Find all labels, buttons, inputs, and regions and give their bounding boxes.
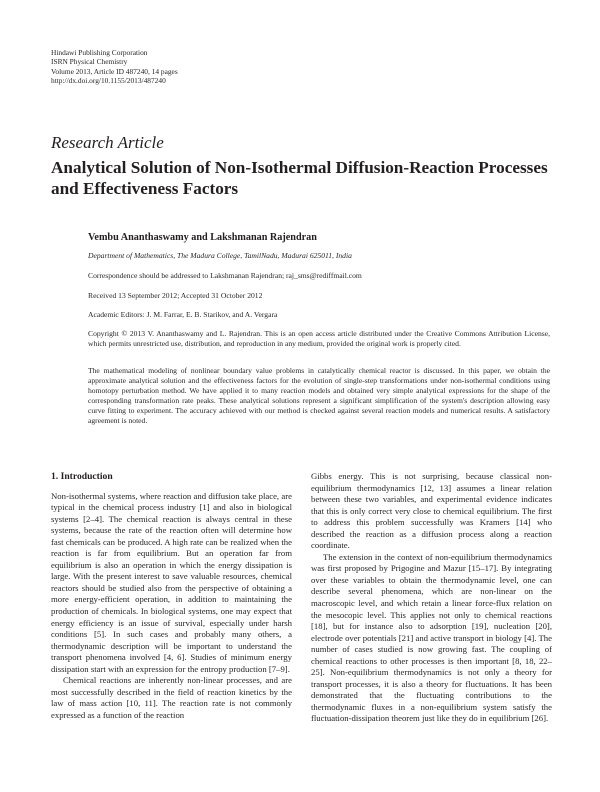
journal-header [51,48,178,86]
journal-name: ISRN Physical Chemistry [51,57,128,67]
doi-link[interactable]: http://dx.doi.org/10.1155/2013/487240 [51,76,166,86]
article-title: Analytical Solution of Non-Isothermal Diffusion-Reaction Processes and Effectiveness Factors [51,158,548,198]
authors: Vembu Ananthaswamy and Lakshmanan Rajendran [88,232,317,243]
affiliation: Department of Mathematics, The Madura College, TamilNadu, Madurai 625011, India [88,251,352,260]
right-column [311,471,552,725]
paragraph: Gibbs energy. This is not surprising, because classical non-equilibrium thermodynamics [12, 13] assumes a linear relation between these two variables, and experimental evidence indicates that this is only correct very close to chemical equilibrium. The first to address this problem successfully was Kramers [14] who described the reaction as a diffusion process along a reaction coordinate. [311,471,552,551]
received-dates: Received 13 September 2012; Accepted 31 October 2012 [88,291,263,300]
article-type: Research Article [51,133,164,152]
abstract: The mathematical modeling of nonlinear boundary value problems in catalytically chemical reactor is discussed. In this paper, we obtain the approximate analytical solution and the effectiveness factors for the evolution of single-step transformations under non-isothermal conditions using homotopy perturbation method. We have applied it to many reaction models and obtained very simple analytical expressions for the shape of the corresponding transformation rate peaks. These analytical solutions represent a significant simplification of the system's description allowing easy curve fitting to experiment. The accuracy achieved with our method is checked against several reaction models and numerical results. A satisfactory agreement is noted. [88,366,550,425]
paragraph: Chemical reactions are inherently non-linear processes, and are most successfully described in the field of reaction kinetics by the law of mass action [10, 11]. The reaction rate is not commonly expressed as a function of the reaction [51,675,292,720]
copyright-notice: Copyright © 2013 V. Ananthaswamy and L. Rajendran. This is an open access article distributed under the Creative Commons Attribution License, which permits unrestricted use, distribution, and reproduction in any medium, provided the original work is properly cited. [88,329,550,348]
publisher-line: Hindawi Publishing Corporation [51,48,148,57]
section-heading: 1. Introduction [51,471,113,482]
paragraph: Non-isothermal systems, where reaction and diffusion take place, are typical in the chemical process industry [1] and also in biological systems [2–4]. The chemical reaction is always central in these systems, because the rate of the reaction often will determine how fast chemicals can be produced. A high rate can be realized when the reaction is far from equilibrium. But an operation far from equilibrium is also an operation in which the energy dissipation is large. With the present interest to save valuable resources, chemical reactors should be studied also from the perspective of obtaining a more energy-efficient operation, in addition to maintaining the production of chemicals. In biological systems, one may expect that energy efficiency is an issue of survival, especially under harsh conditions [5]. In such cases and probably many others, a thermodynamic description will be important to understand the transport phenomena involved [4, 6]. Studies of minimum energy dissipation start with an expression for the entropy production [7–9]. [51,490,292,674]
left-column [51,471,292,721]
academic-editors: Academic Editors: J. M. Farrar, E. B. Starikov, and A. Vergara [88,310,278,319]
correspondence: Correspondence should be addressed to Lakshmanan Rajendran; raj_sms@rediffmail.com [88,271,362,280]
paragraph: The extension in the context of non-equilibrium thermodynamics was first proposed by Prigogine and Mazur [15–17]. By integrating over these variables to obtain the thermodynamic level, one can describe several phenomena, which are non-linear on the macroscopic level, and which retain a linear force-flux relation on the mesocopic level. This applies not only to chemical reactions [18], but for instance also to adsorption [19], nucleation [20], electrode over potentials [21] and active transport in biology [4]. The number of cases studied is now growing fast. The coupling of chemical reactions to other processes is then important [8, 18, 22–25]. Non-equilibrium thermodynamics is not only a theory for transport processes, it is also a theory for fluctuations. It has been demonstrated that the fluctuating contributions to the thermodynamic fluxes in a non-equilibrium system satisfy the fluctuation-dissipation theorem just like they do in equilibrium [26]. [311,551,552,724]
volume-line: Volume 2013, Article ID 487240, 14 pages [51,66,178,76]
